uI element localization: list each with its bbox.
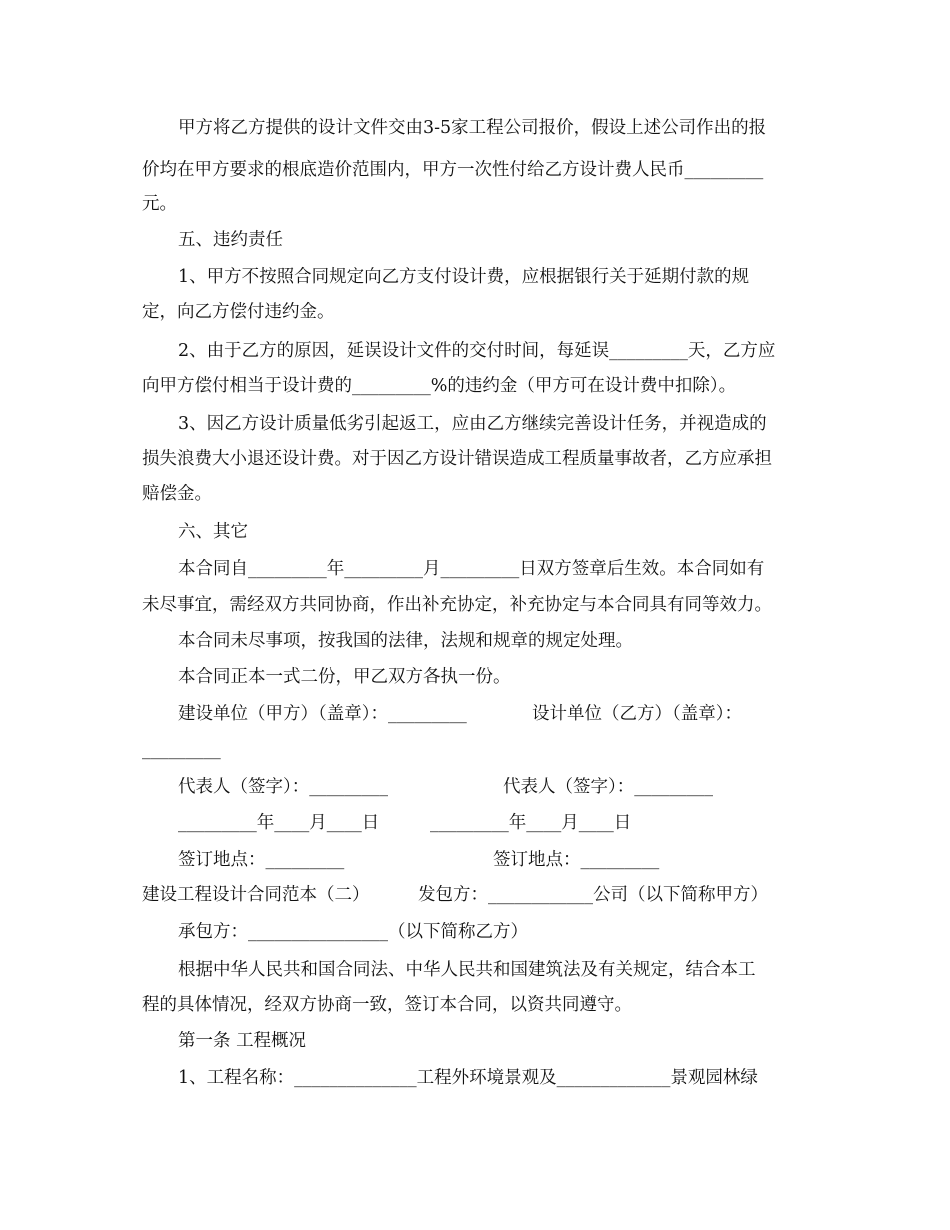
signature-party-b-date: _________年____月____日 — [430, 813, 632, 833]
paragraph-line: 未尽事宜，需经双方共同协商，作出补充协定，补充协定与本合同具有同等效力。 — [142, 595, 772, 615]
contract-title: 建设工程设计合同范本（二） — [142, 885, 370, 905]
paragraph-line: 定，向乙方偿付违约金。 — [142, 302, 335, 322]
paragraph-line: 2、由于乙方的原因，延误设计文件的交付时间，每延误_________天，乙方应 — [178, 341, 776, 361]
paragraph-line: 元。 — [142, 194, 177, 214]
paragraph-line: 本合同自_________年_________月_________日双方签章后生效。本合同如有 — [178, 559, 765, 579]
signature-party-b-blank: _________ — [142, 740, 221, 760]
signature-party-a-place: 签订地点：_________ — [178, 850, 345, 870]
paragraph-line: 损失浪费大小退还设计费。对于因乙方设计错误造成工程质量事故者，乙方应承担 — [142, 449, 772, 469]
contract-party-b: 承包方：________________（以下简称乙方） — [178, 922, 528, 942]
paragraph-line: 本合同正本一式二份，甲乙双方各执一份。 — [178, 667, 511, 687]
paragraph-line: 本合同未尽事项，按我国的法律，法规和规章的规定处理。 — [178, 631, 633, 651]
signature-party-b-representative: 代表人（签字）：_________ — [503, 777, 713, 797]
signature-party-a-representative: 代表人（签字）：_________ — [178, 777, 388, 797]
paragraph-line: 根据中华人民共和国合同法、中华人民共和国建筑法及有关规定，结合本工 — [178, 960, 756, 980]
signature-party-b-unit: 设计单位（乙方）（盖章）： — [532, 704, 742, 724]
section-heading: 第一条 工程概况 — [178, 1031, 307, 1051]
paragraph-line: 价均在甲方要求的根底造价范围内，甲方一次性付给乙方设计费人民币_________ — [142, 160, 764, 180]
paragraph-line: 赔偿金。 — [142, 484, 212, 504]
paragraph-line: 向甲方偿付相当于设计费的_________%的违约金（甲方可在设计费中扣除）。 — [142, 376, 737, 396]
paragraph-line: 3、因乙方设计质量低劣引起返工，应由乙方继续完善设计任务，并视造成的 — [178, 414, 767, 434]
paragraph-line: 程的具体情况，经双方协商一致，签订本合同，以资共同遵守。 — [142, 995, 632, 1015]
signature-party-a-date: _________年____月____日 — [178, 813, 380, 833]
section-heading: 六、其它 — [178, 522, 248, 542]
paragraph-line: 1、甲方不按照合同规定向乙方支付设计费，应根据银行关于延期付款的规 — [178, 267, 750, 287]
contract-party-a: 发包方：____________公司（以下简称甲方） — [418, 885, 768, 905]
signature-party-b-place: 签订地点：_________ — [493, 850, 660, 870]
section-heading: 五、违约责任 — [178, 230, 283, 250]
signature-party-a-unit: 建设单位（甲方）（盖章）：_________ — [178, 704, 467, 724]
paragraph-line: 1、工程名称：______________工程外环境景观及_____________景观园林绿 — [178, 1068, 758, 1088]
paragraph-line: 甲方将乙方提供的设计文件交由3-5家工程公司报价，假设上述公司作出的报 — [178, 118, 767, 138]
